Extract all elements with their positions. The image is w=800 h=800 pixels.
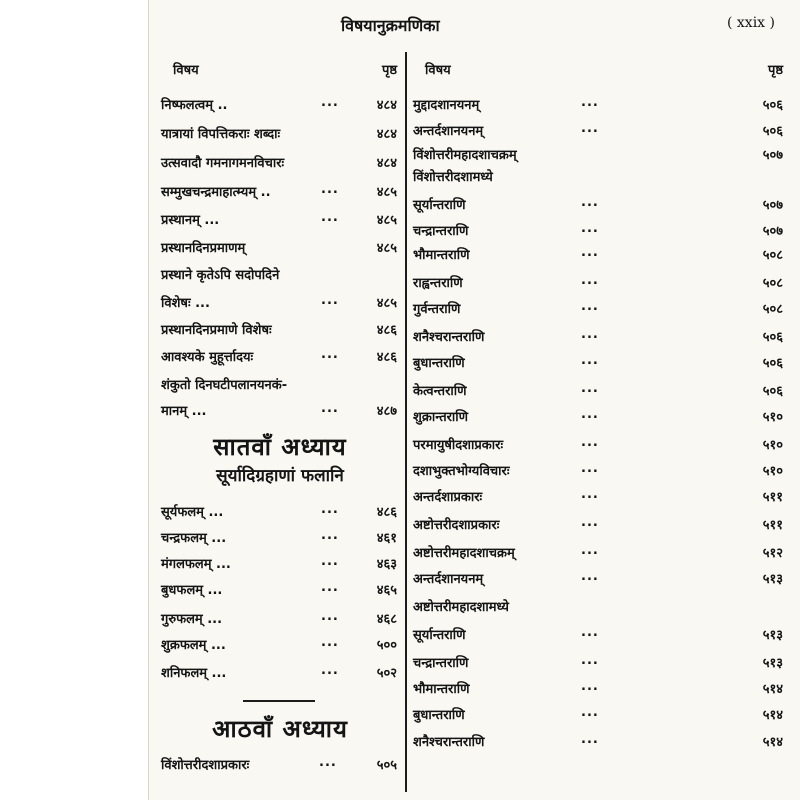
chapter-subtitle: सूर्यादिग्रहाणां फलानि [216, 466, 344, 486]
entry-page-number: ५०६ [762, 330, 783, 345]
index-entry [161, 262, 399, 286]
entry-title: निष्फलत्वम् .. [161, 98, 228, 113]
left-column-header [161, 60, 399, 80]
index-entry [161, 660, 399, 684]
entry-title: चन्द्रफलम् ... [161, 531, 227, 546]
index-entry [413, 458, 785, 482]
entry-title: अष्टोत्तरीमहादशाचक्रम् [413, 546, 515, 561]
column-header-subject: विषय [173, 63, 199, 78]
index-entry [413, 350, 785, 374]
index-entry [413, 242, 785, 266]
index-entry [413, 378, 785, 402]
index-entry [413, 142, 785, 166]
index-entry [413, 118, 785, 142]
index-entry [161, 92, 399, 116]
entry-leader-dots: ... [581, 653, 599, 668]
entry-page-number: ४८५ [376, 185, 397, 200]
entry-title: सूर्यान्तराणि [413, 628, 466, 643]
index-entry [413, 622, 785, 646]
entry-title: चन्द्रान्तराणि [413, 224, 469, 239]
entry-page-number: ५१२ [762, 546, 783, 561]
entry-leader-dots: ... [321, 580, 339, 595]
entry-title: प्रस्थानदिनप्रमाणे विशेषः [161, 323, 272, 338]
column-header-page: पृष्ठ [381, 63, 397, 78]
entry-title: प्रस्थाने कृतेऽपि सदोपदिने [161, 268, 280, 283]
entry-title: शंकुतो दिनघटीपलानयनकं- [161, 378, 288, 393]
entry-title: गुरुफलम् ... [161, 612, 223, 627]
entry-leader-dots: ... [321, 502, 339, 517]
entry-page-number: ५१४ [762, 735, 783, 750]
entry-page-number: ४८४ [376, 98, 397, 113]
entry-page-number: ४८६ [376, 323, 397, 338]
entry-page-number: ५११ [762, 490, 783, 505]
entry-page-number: ५०६ [762, 124, 783, 139]
entry-title: आवश्यके मुहूर्त्तादयः [161, 350, 254, 365]
entry-title: बुधान्तराणि [413, 708, 465, 723]
entry-title: गुर्वन्तराणि [413, 302, 461, 317]
entry-page-number: ५०७ [762, 224, 783, 239]
entry-leader-dots: ... [321, 182, 339, 197]
entry-title: बुधफलम् ... [161, 583, 223, 598]
entry-page-number: ५०६ [762, 98, 783, 113]
index-entry [413, 650, 785, 674]
entry-title: भौमान्तराणि [413, 248, 470, 263]
index-entry [161, 179, 399, 203]
index-entry [413, 540, 785, 564]
index-entry [413, 432, 785, 456]
entry-page-number: ५०६ [762, 356, 783, 371]
section-rule [243, 700, 315, 702]
index-entry [413, 566, 785, 590]
entry-leader-dots: ... [581, 407, 599, 422]
entry-leader-dots: ... [581, 221, 599, 236]
entry-page-number: ५१० [762, 410, 783, 425]
entry-page-number: ४६८ [376, 612, 397, 627]
entry-leader-dots: ... [581, 705, 599, 720]
entry-page-number: ४८६ [376, 505, 397, 520]
entry-page-number: ५१४ [762, 682, 783, 697]
index-entry [161, 150, 399, 174]
entry-page-number: ४६५ [376, 583, 397, 598]
entry-title: प्रस्थानदिनप्रमाणम् [161, 241, 246, 256]
entry-title: प्रस्थानम् ... [161, 213, 220, 228]
index-entry [413, 296, 785, 320]
entry-leader-dots: ... [581, 625, 599, 640]
index-entry [161, 290, 399, 314]
entry-leader-dots: ... [321, 609, 339, 624]
entry-page-number: ४८६ [376, 350, 397, 365]
entry-page-number: ५१० [762, 464, 783, 479]
entry-title: विशेषः ... [161, 296, 210, 311]
index-entry [413, 218, 785, 242]
entry-title: शनैश्चरान्तराणि [413, 735, 485, 750]
entry-page-number: ५०८ [762, 248, 783, 263]
index-entry [413, 404, 785, 428]
entry-page-number: ५०० [376, 638, 397, 653]
entry-page-number: ५०८ [762, 276, 783, 291]
entry-leader-dots: ... [581, 273, 599, 288]
entry-title: अष्टोत्तरीमहादशामध्ये [413, 600, 509, 615]
index-entry [413, 594, 785, 618]
entry-leader-dots: ... [581, 732, 599, 747]
entry-title: राह्वन्तराणि [413, 276, 463, 291]
left-column [161, 52, 399, 800]
entry-page-number: ५१० [762, 438, 783, 453]
index-entry [161, 499, 399, 523]
entry-page-number: ४६३ [376, 557, 397, 572]
entry-leader-dots: ... [321, 210, 339, 225]
entry-leader-dots: ... [581, 95, 599, 110]
entry-title: सूर्यफलम् ... [161, 505, 224, 520]
entry-page-number: ५१३ [762, 572, 783, 587]
index-entry [161, 632, 399, 656]
page-title: विषयानुक्रमणिका [341, 16, 440, 35]
index-entry [161, 372, 399, 396]
entry-title: यात्रायां विपत्तिकराः शब्दाः [161, 127, 281, 142]
entry-page-number: ५०२ [376, 666, 397, 681]
entry-page-number: ५१३ [762, 628, 783, 643]
entry-leader-dots: ... [581, 121, 599, 136]
entry-leader-dots: ... [581, 435, 599, 450]
index-entry [413, 270, 785, 294]
entry-leader-dots: ... [321, 401, 339, 416]
index-entry [161, 551, 399, 575]
entry-title: केत्वन्तराणि [413, 384, 467, 399]
index-entry [413, 484, 785, 508]
entry-title: विंशोत्तरीमहादशाचक्रम् [413, 148, 517, 163]
entry-title: अन्तर्दशानयनम् [413, 124, 484, 139]
index-entry [413, 512, 785, 536]
entry-title: भौमान्तराणि [413, 682, 470, 697]
entry-page-number: ५०५ [376, 758, 397, 773]
entry-title: मंगलफलम् ... [161, 557, 231, 572]
entry-page-number: ४८४ [376, 156, 397, 171]
entry-title: सूर्यान्तराणि [413, 198, 466, 213]
entry-page-number: ५११ [762, 518, 783, 533]
entry-title: शुक्रफलम् ... [161, 638, 226, 653]
index-entry [161, 398, 399, 422]
entry-title: सम्मुखचन्द्रमाहात्म्यम् .. [161, 185, 271, 200]
index-entry [413, 702, 785, 726]
entry-page-number: ४८४ [376, 127, 397, 142]
entry-page-number: ५०७ [762, 148, 783, 163]
right-column-header [413, 60, 785, 80]
entry-title: मानम् ... [161, 404, 207, 419]
entry-title: अन्तर्दशाप्रकारः [413, 490, 483, 505]
book-page [148, 0, 800, 800]
entry-title: विंशोत्तरीदशाप्रकारः [161, 758, 250, 773]
index-entry [161, 235, 399, 259]
entry-leader-dots: ... [581, 543, 599, 558]
column-divider [405, 52, 407, 792]
entry-leader-dots: ... [321, 347, 339, 362]
entry-leader-dots: ... [321, 663, 339, 678]
entry-leader-dots: ... [581, 299, 599, 314]
entry-title: परमायुषीदशाप्रकारः [413, 438, 504, 453]
entry-title: उत्सवादौ गमनागमनविचारः [161, 156, 285, 171]
entry-leader-dots: ... [581, 245, 599, 260]
index-entry [161, 207, 399, 231]
entry-leader-dots: ... [321, 293, 339, 308]
page-header [149, 14, 800, 38]
entry-title: अन्तर्दशानयनम् [413, 572, 484, 587]
entry-page-number: ५०८ [762, 302, 783, 317]
entry-page-number: ४८५ [376, 213, 397, 228]
entry-leader-dots: ... [581, 195, 599, 210]
entry-page-number: ४८७ [376, 404, 397, 419]
entry-page-number: ४८५ [376, 241, 397, 256]
index-entry [413, 192, 785, 216]
entry-leader-dots: ... [581, 679, 599, 694]
entry-title: शुक्रान्तराणि [413, 410, 469, 425]
entry-page-number: ४८५ [376, 296, 397, 311]
index-entry [161, 606, 399, 630]
index-entry [161, 317, 399, 341]
entry-leader-dots: ... [581, 569, 599, 584]
entry-leader-dots: ... [581, 487, 599, 502]
entry-title: मुद्दादशानयनम् [413, 98, 480, 113]
page-margin-left [0, 0, 150, 800]
entry-title: अष्टोत्तरीदशाप्रकारः [413, 518, 500, 533]
entry-leader-dots: ... [321, 554, 339, 569]
entry-title: शनिफलम् ... [161, 666, 227, 681]
entry-leader-dots: ... [581, 515, 599, 530]
entry-page-number: ५१४ [762, 708, 783, 723]
entry-leader-dots: ... [321, 635, 339, 650]
entry-title: दशाभुक्तभोग्यविचारः [413, 464, 510, 479]
page-number: ( xxix ) [727, 15, 775, 31]
index-entry [161, 121, 399, 145]
index-entry [413, 729, 785, 753]
entry-leader-dots: ... [581, 461, 599, 476]
entry-page-number: ५०७ [762, 198, 783, 213]
index-entry [413, 164, 785, 188]
entry-page-number: ४६१ [376, 531, 397, 546]
index-entry [413, 92, 785, 116]
entry-leader-dots: ... [581, 327, 599, 342]
column-header-subject: विषय [425, 63, 451, 78]
index-entry [161, 525, 399, 549]
column-header-page: पृष्ठ [767, 63, 783, 78]
chapter-title: सातवाँ अध्याय [213, 433, 347, 461]
index-entry [161, 752, 399, 776]
entry-page-number: ५०६ [762, 384, 783, 399]
index-entry [161, 577, 399, 601]
entry-leader-dots: ... [581, 353, 599, 368]
index-entry [161, 344, 399, 368]
chapter-title: आठवाँ अध्याय [212, 715, 348, 743]
entry-page-number: ५१३ [762, 656, 783, 671]
right-column [413, 52, 785, 800]
entry-leader-dots: ... [319, 755, 337, 770]
entry-leader-dots: ... [321, 528, 339, 543]
entry-title: शनैश्चरान्तराणि [413, 330, 485, 345]
index-entry [413, 324, 785, 348]
entry-title: चन्द्रान्तराणि [413, 656, 469, 671]
index-entry [413, 676, 785, 700]
entry-title: बुधान्तराणि [413, 356, 465, 371]
entry-leader-dots: ... [581, 381, 599, 396]
entry-title: विंशोत्तरीदशामध्ये [413, 170, 493, 185]
entry-leader-dots: ... [321, 95, 339, 110]
